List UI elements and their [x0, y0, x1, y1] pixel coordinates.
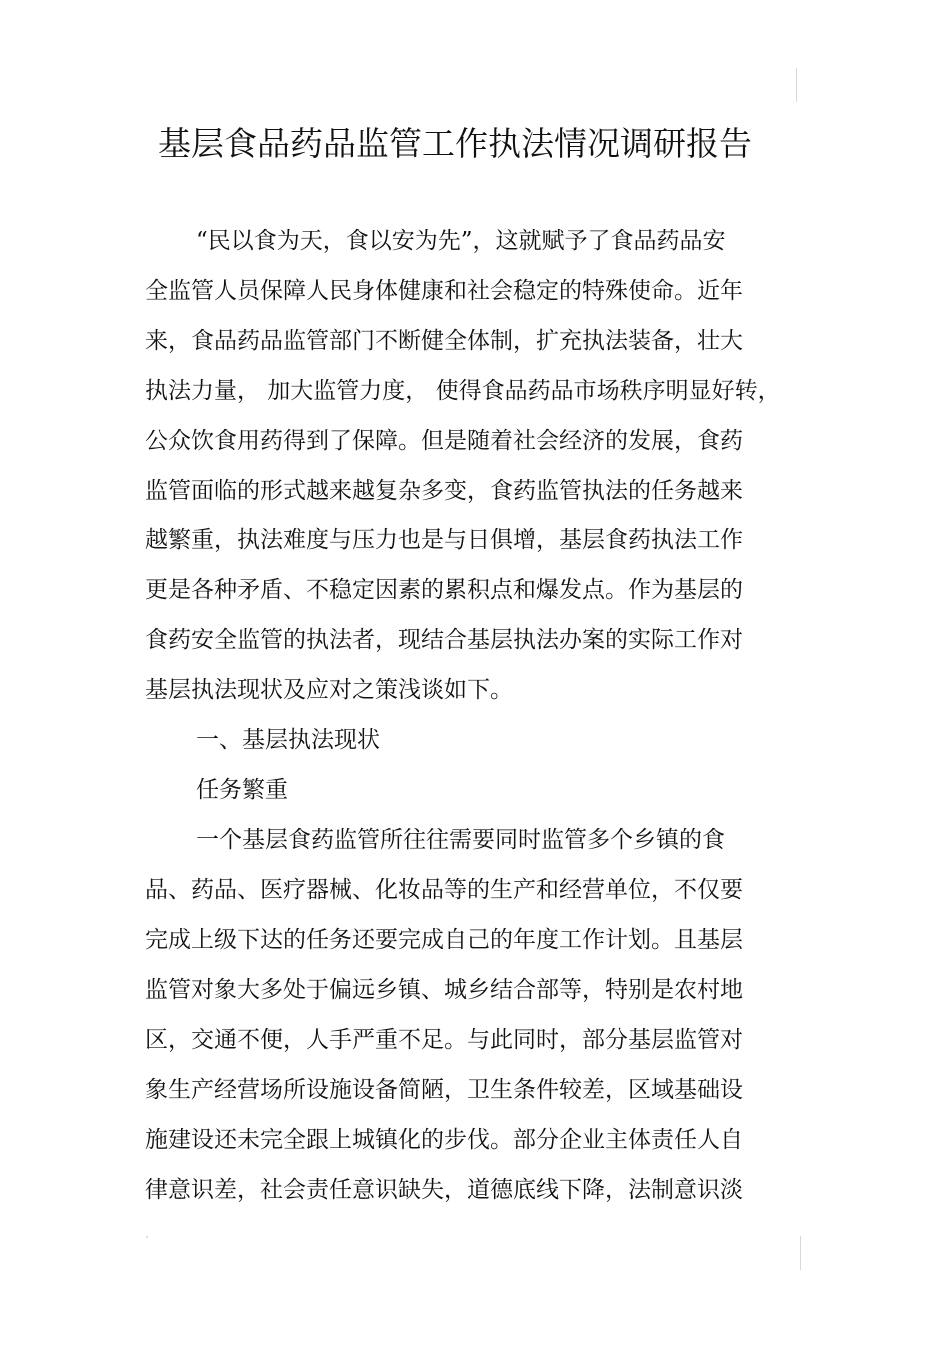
paragraph-line-1: “民以食为天，食以安为先”，这就赋予了食品药品安	[196, 228, 726, 254]
paragraph-line-20: 律意识差，社会责任意识缺失，道德底线下降，法制意识淡	[145, 1177, 743, 1203]
paragraph-line-17: 区，交通不便，人手严重不足。与此同时，部分基层监管对	[145, 1027, 743, 1053]
section-heading: 一、基层执法现状	[196, 727, 380, 753]
paragraph-line-19: 施建设还未完全跟上城镇化的步伐。部分企业主体责任人自	[145, 1127, 743, 1153]
paragraph-line-7: 越繁重，执法难度与压力也是与日俱增，基层食药执法工作	[145, 527, 743, 553]
paragraph-line-15: 完成上级下达的任务还要完成自己的年度工作计划。且基层	[145, 927, 743, 953]
paragraph-line-10: 基层执法现状及应对之策浅谈如下。	[145, 677, 513, 703]
page-margin-mark-bottom	[800, 1236, 801, 1270]
paragraph-line-18: 象生产经营场所设施设备简陋，卫生条件较差，区域基础设	[145, 1077, 743, 1103]
paragraph-line-14: 品、药品、医疗器械、化妆品等的生产和经营单位，不仅要	[145, 877, 743, 903]
subsection-heading: 任务繁重	[196, 777, 288, 803]
paragraph-line-4: 执法力量， 加大监管力度， 使得食品药品市场秩序明显好转，	[145, 378, 781, 404]
paragraph-line-8: 更是各种矛盾、不稳定因素的累积点和爆发点。作为基层的	[145, 577, 743, 603]
scan-speck	[146, 1236, 148, 1238]
paragraph-line-9: 食药安全监管的执法者，现结合基层执法办案的实际工作对	[145, 627, 743, 653]
paragraph-line-2: 全监管人员保障人民身体健康和社会稳定的特殊使命。近年	[145, 278, 743, 304]
paragraph-line-16: 监管对象大多处于偏远乡镇、城乡结合部等，特别是农村地	[145, 977, 743, 1003]
document-title: 基层食品药品监管工作执法情况调研报告	[158, 124, 752, 163]
paragraph-line-5: 公众饮食用药得到了保障。但是随着社会经济的发展，食药	[145, 428, 743, 454]
paragraph-line-13: 一个基层食药监管所往往需要同时监管多个乡镇的食	[196, 827, 725, 853]
page-margin-mark-top	[796, 68, 797, 102]
paragraph-line-6: 监管面临的形式越来越复杂多变，食药监管执法的任务越来	[145, 478, 743, 504]
paragraph-line-3: 来，食品药品监管部门不断健全体制，扩充执法装备，壮大	[145, 328, 743, 354]
